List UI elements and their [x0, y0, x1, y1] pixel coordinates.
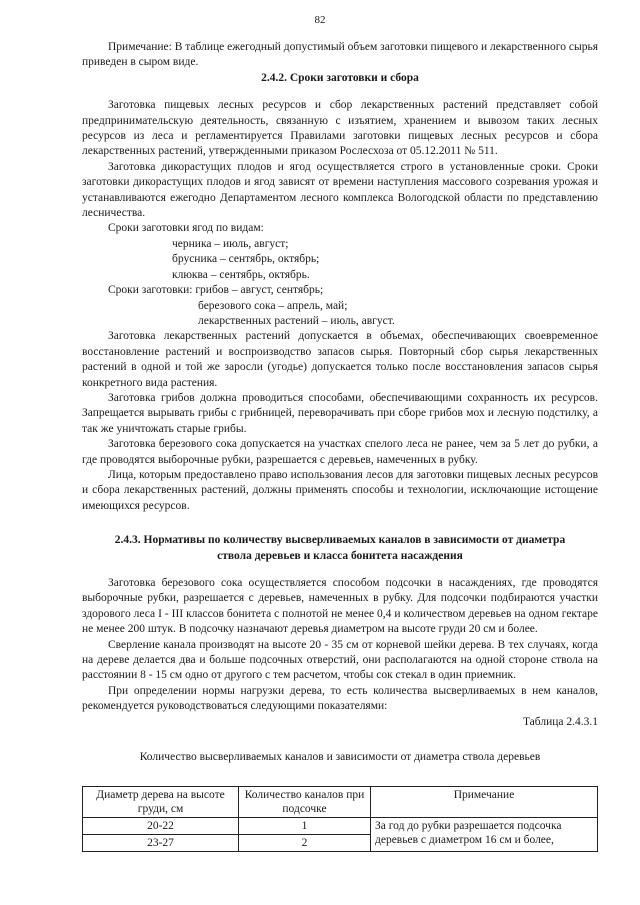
harvest-intro: Сроки заготовки: грибов – август, сентябрь; — [108, 284, 324, 297]
intro-note: Примечание: В таблице ежегодный допустимый объем заготовки пищевого и лекарственного сырья приведен в сыром виде. — [82, 41, 598, 69]
list-item: лекарственных растений – июль, август. — [198, 314, 395, 327]
section-heading-2-4-2: 2.4.2. Сроки заготовки и сбора — [261, 71, 419, 84]
paragraph: Заготовка лекарственных растений допускается в объемах, обеспечивающих своевременное восстановление растений и воспроизводство запасов сырья. Повторный сбор сырья лекарственных растений в одной и той же заросли (угодье) допускается только после восстановления запасов сырья конкретного вида растения. — [82, 330, 598, 389]
table-header-cell: Количество каналов при подсочке — [239, 787, 371, 818]
page-content — [82, 40, 598, 765]
table-header-row — [83, 787, 598, 818]
paragraph: Заготовка грибов должна проводиться способами, обеспечивающими сохранность их ресурсов. Запрещается вырывать грибы с грибницей, переворачивать при сборе грибов мох и лесную подстилку, а так же уничтожать старые грибы. — [82, 391, 598, 435]
table-reference: Таблица 2.4.3.1 — [522, 715, 598, 728]
table-cell: 1 — [239, 818, 371, 835]
table-row — [83, 818, 598, 835]
table-cell: 2 — [239, 835, 371, 852]
paragraph: Заготовка дикорастущих плодов и ягод осуществляется строго в установленные сроки. Сроки заготовки дикорастущих плодов и ягод зависят от времени наступления массового созревания урожая и устанавливаются ежегодно Департаментом лесного комплекса Вологодской области по представлению лесничества. — [82, 160, 598, 220]
channels-table — [82, 786, 598, 852]
berries-intro: Сроки заготовки ягод по видам: — [108, 222, 264, 235]
paragraph: Заготовка березового сока допускается на участках спелого леса не ранее, чем за 5 лет до рубки, а где проводятся выборочные рубки, разрешается с деревьев, намеченных в рубку. — [82, 438, 598, 466]
paragraph: Сверление канала производят на высоте 20 - 35 см от корневой шейки дерева. В тех случаях, когда на дереве делается два и больше подсочных отверстий, они располагаются на одной стороне ствола на расстоянии 8 - 15 см одно от другого с тем расчетом, чтобы сок стекал в один приемник. — [82, 638, 598, 682]
section-heading-2-4-3-line2: ствола деревьев и класса бонитета насаждения — [217, 549, 463, 562]
table-header-cell: Диаметр дерева на высоте груди, см — [83, 787, 239, 818]
list-item: клюква – сентябрь, октябрь. — [172, 268, 310, 281]
list-item: черника – июль, август; — [172, 237, 289, 250]
table-header-cell: Примечание — [371, 787, 598, 818]
section-heading-2-4-3-line1: 2.4.3. Нормативы по количеству высверливаемых каналов в зависимости от диаметра — [114, 534, 566, 547]
paragraph: При определении нормы нагрузки дерева, то есть количества высверливаемых в нем каналов, рекомендуется руководствоваться следующими показателями: — [82, 684, 598, 713]
table-note-cell: За год до рубки разрешается подсочка деревьев с диаметром 16 см и более, — [371, 818, 598, 852]
list-item: березового сока – апрель, май; — [198, 299, 348, 312]
table-cell: 23-27 — [83, 835, 239, 852]
paragraph: Заготовка пищевых лесных ресурсов и сбор лекарственных растений представляет собой предпринимательскую деятельность, связанную с изъятием, хранением и вывозом таких лесных ресурсов из леса и регламентируется Правилами заготовки пищевых лесных ресурсов и сбора лекарственных растений, утвержденными приказом Рослесхоза от 05.12.2011 № 511. — [82, 99, 598, 158]
table-cell: 20-22 — [83, 818, 239, 835]
list-item: брусника – сентябрь, октябрь; — [172, 253, 320, 266]
paragraph: Заготовка березового сока осуществляется способом подсочки в насаждениях, где проводятся выборочные рубки, разрешается с деревьев, намеченных в рубку. Для подсочки подбираются участки здорового леса I - III классов бонитета с полнотой не менее 0,4 и количеством деревьев на одном гектаре не менее 200 штук. В подсочку назначают деревья диаметром на высоте груди 20 см и более. — [82, 577, 598, 636]
page-number: 82 — [314, 14, 326, 26]
paragraph: Лица, которым предоставлено право использования лесов для заготовки пищевых лесных ресурсов и сбора лекарственных растений, должны применять способы и технологии, исключающие истощение имеющихся ресурсов. — [82, 468, 598, 512]
table-caption: Количество высверливаемых каналов и зависимости от диаметра ствола деревьев — [139, 751, 541, 764]
